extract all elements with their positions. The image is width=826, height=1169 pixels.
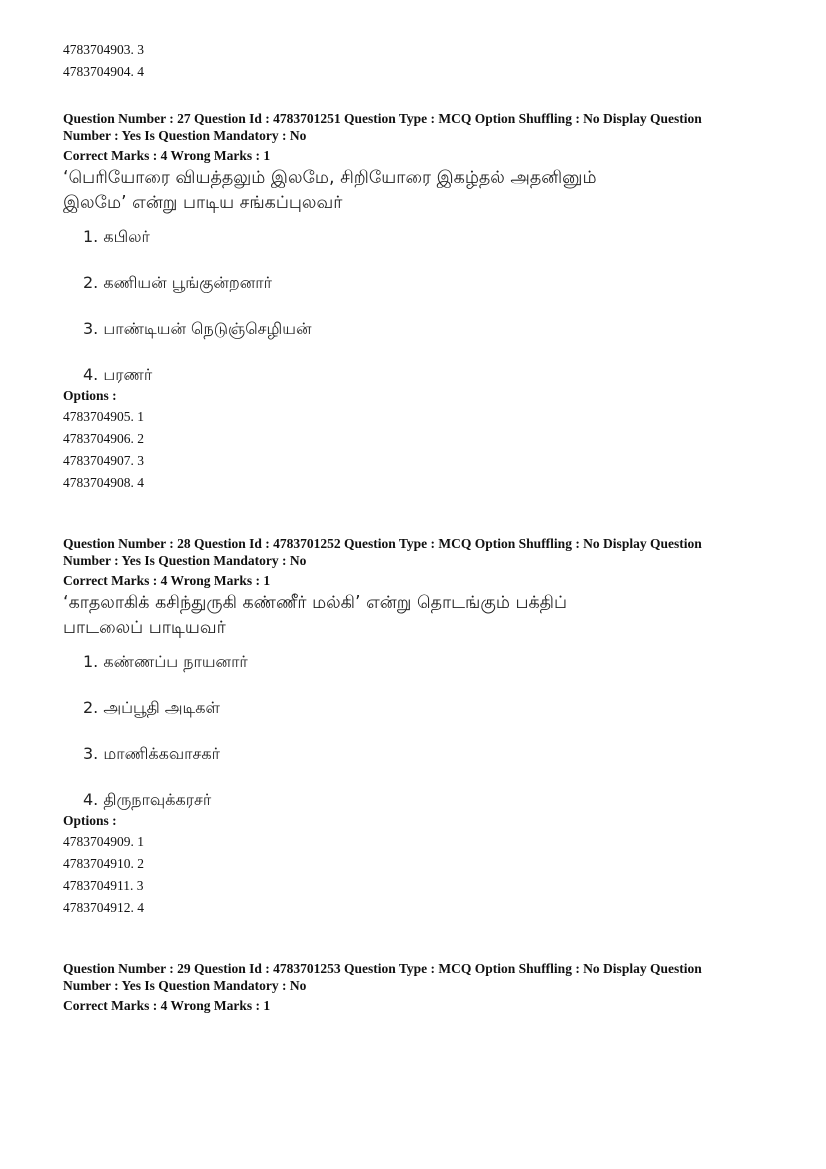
question-header: Question Number : 28 Question Id : 4783701252 Question Type : MCQ Option Shuffling : No Display Question <box>63 536 702 551</box>
question-header: Number : Yes Is Question Mandatory : No <box>63 128 307 143</box>
option-code: 4783704908. 4 <box>63 475 144 490</box>
options-label: Options : <box>63 388 117 403</box>
options-label: Options : <box>63 813 117 828</box>
choice-item: 3. மாணிக்கவாசகர் <box>83 744 220 763</box>
marks-line: Correct Marks : 4 Wrong Marks : 1 <box>63 998 271 1013</box>
choice-list <box>83 651 783 811</box>
choice-item: 1. கண்ணப்ப நாயனார் <box>83 652 248 671</box>
question-28 <box>63 535 783 919</box>
question-header: Number : Yes Is Question Mandatory : No <box>63 553 307 568</box>
choice-item: 3. பாண்டியன் நெடுஞ்செழியன் <box>83 319 312 338</box>
option-code: 4783704907. 3 <box>63 453 144 468</box>
option-code: 4783704911. 3 <box>63 878 144 893</box>
choice-item: 4. திருநாவுக்கரசர் <box>83 790 212 809</box>
choice-item: 2. அப்பூதி அடிகள் <box>83 698 220 717</box>
option-code: 4783704910. 2 <box>63 856 144 871</box>
choice-item: 1. கபிலர் <box>83 227 150 246</box>
choice-item: 2. கணியன் பூங்குன்றனார் <box>83 273 273 292</box>
option-code: 4783704912. 4 <box>63 900 144 915</box>
question-27 <box>63 110 783 494</box>
question-text: ‘காதலாகிக் கசிந்துருகி கண்ணீர் மல்கி’ என்று தொடங்கும் பக்திப் பாடலைப் பாடியவர் <box>63 593 568 638</box>
option-code: 4783704904. 4 <box>63 64 144 79</box>
choice-item: 4. பரணர் <box>83 365 153 384</box>
question-header: Question Number : 29 Question Id : 4783701253 Question Type : MCQ Option Shuffling : No Display Question <box>63 961 702 976</box>
option-code: 4783704906. 2 <box>63 431 144 446</box>
option-code: 4783704905. 1 <box>63 409 144 424</box>
question-29 <box>63 960 783 1014</box>
marks-line: Correct Marks : 4 Wrong Marks : 1 <box>63 148 271 163</box>
marks-line: Correct Marks : 4 Wrong Marks : 1 <box>63 573 271 588</box>
question-header: Number : Yes Is Question Mandatory : No <box>63 978 307 993</box>
choice-list <box>83 226 783 386</box>
option-code: 4783704903. 3 <box>63 42 144 57</box>
question-header: Question Number : 27 Question Id : 4783701251 Question Type : MCQ Option Shuffling : No Display Question <box>63 111 702 126</box>
question-text: ‘பெரியோரை வியத்தலும் இலமே, சிறியோரை இகழ்தல் அதனினும் இலமே’ என்று பாடிய சங்கப்புலவர் <box>63 168 597 213</box>
previous-options <box>63 39 783 83</box>
option-code: 4783704909. 1 <box>63 834 144 849</box>
